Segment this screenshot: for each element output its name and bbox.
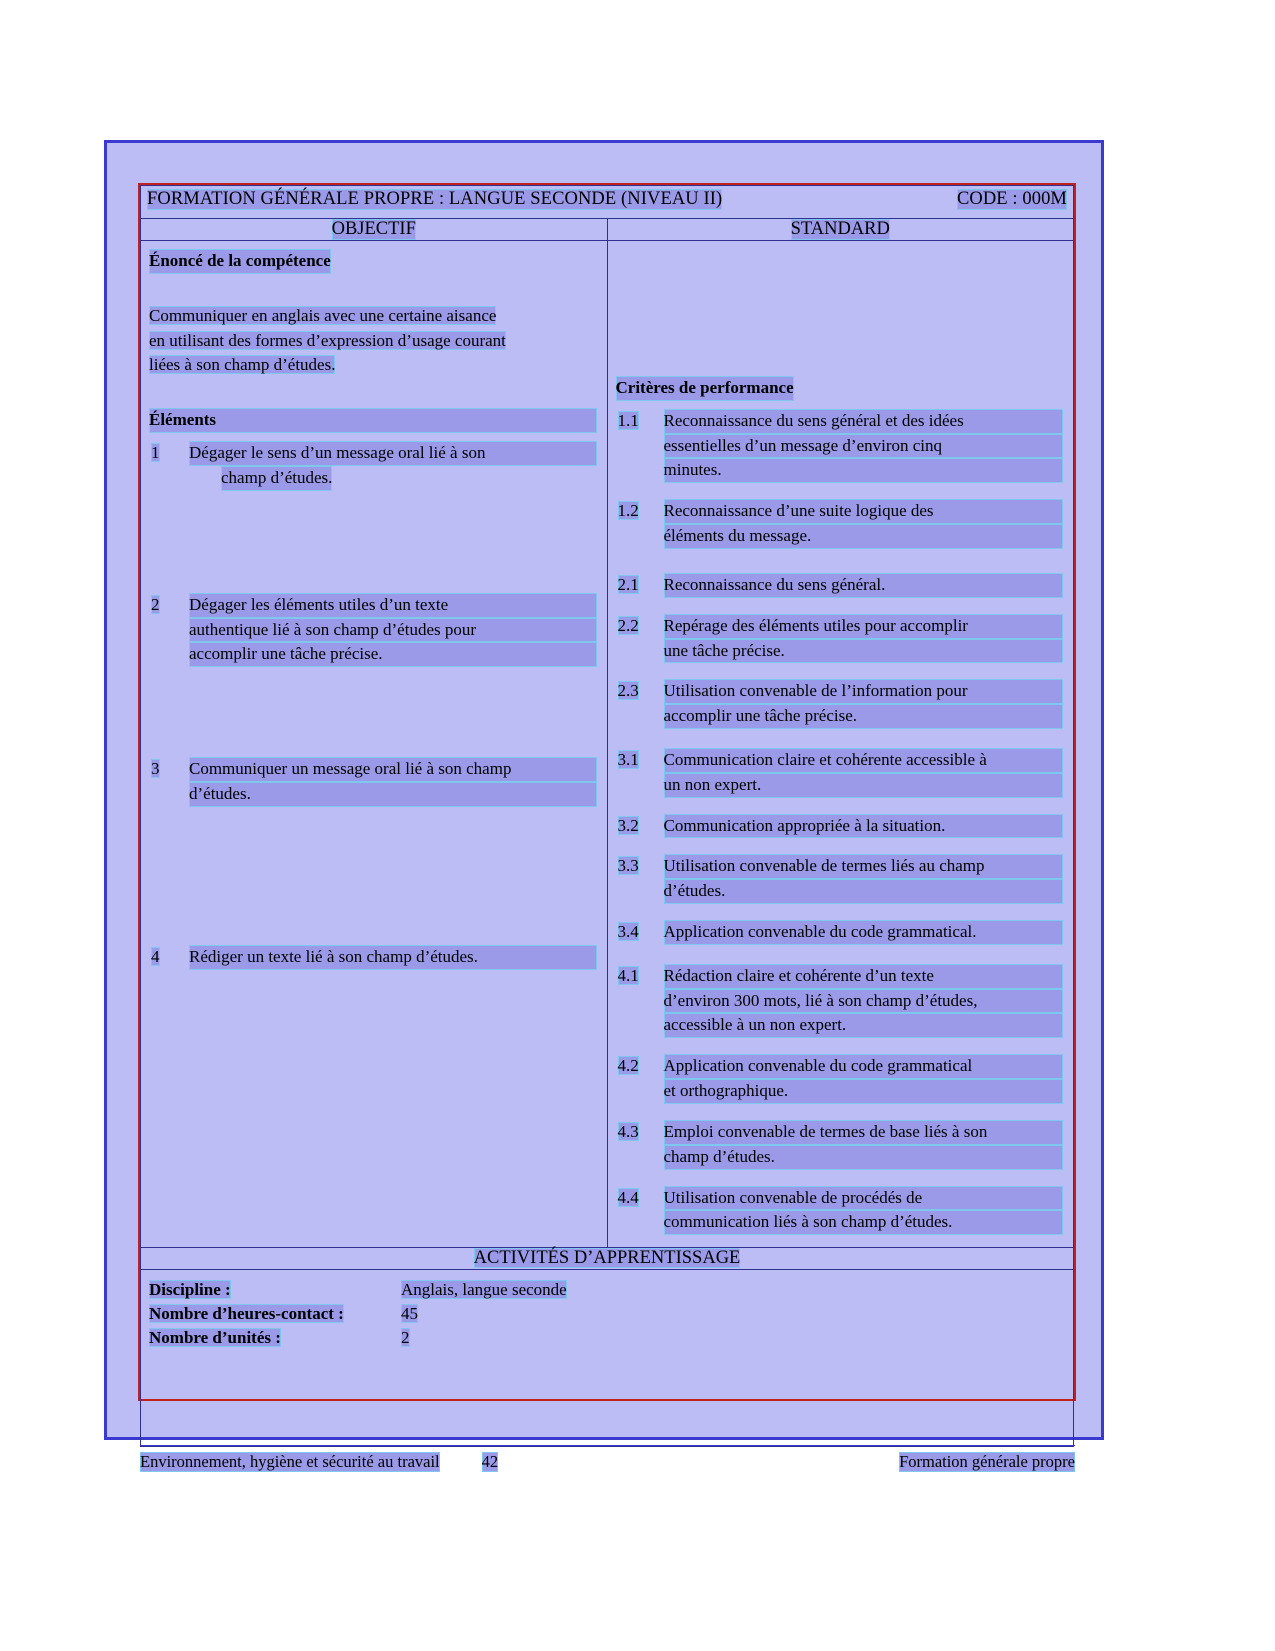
content-row — [141, 241, 1074, 1248]
standard-cell — [607, 241, 1074, 1248]
activities-heading-row — [141, 1248, 1074, 1270]
field-row-units — [149, 1326, 1065, 1350]
elements-subheading-wrap — [149, 408, 597, 433]
footer-divider — [140, 1445, 1075, 1446]
footer-left-text: Environnement, hygiène et sécurité au travail — [140, 1452, 440, 1471]
page-footer — [140, 1452, 1075, 1472]
activities-fields-row — [141, 1270, 1074, 1447]
critere-item: 2.2 Repérage des éléments utiles pour accomplir une tâche précise. — [616, 614, 1064, 664]
competence-line-3: liées à son champ d’études. — [149, 355, 336, 375]
critere-item: 4.1 Rédaction claire et cohérente d’un texte d’environ 300 mots, lié à son champ d’études, accessible à un non expert. — [616, 964, 1064, 1038]
critere-item: 4.4 Utilisation convenable de procédés de communication liés à son champ d’études. — [616, 1186, 1064, 1236]
field-row-hours — [149, 1302, 1065, 1326]
document-code: CODE : 000M — [956, 189, 1067, 209]
activities-fields-cell — [141, 1270, 1074, 1447]
table-header-row — [141, 186, 1074, 219]
critere-item: 3.1 Communication claire et cohérente accessible à un non expert. — [616, 748, 1064, 798]
objectif-heading: OBJECTIF — [331, 219, 416, 239]
units-label: Nombre d’unités : — [149, 1328, 281, 1348]
competence-table — [140, 185, 1074, 1447]
hours-value: 45 — [401, 1304, 418, 1324]
critere-item: 4.3 Emploi convenable de termes de base liés à son champ d’études. — [616, 1120, 1064, 1170]
criteres-block — [608, 241, 1074, 1247]
element-item: 1 Dégager le sens d’un message oral lié à son champ d’études. — [149, 441, 597, 491]
activities-fields — [141, 1270, 1073, 1446]
objectif-heading-cell — [141, 219, 608, 241]
discipline-value: Anglais, langue seconde — [401, 1280, 567, 1300]
critere-item: 2.1 Reconnaissance du sens général. — [616, 573, 1064, 598]
footer-page-number: 42 — [481, 1452, 499, 1471]
field-row-discipline — [149, 1278, 1065, 1302]
activities-heading: ACTIVITÉS D’APPRENTISSAGE — [473, 1248, 741, 1269]
standard-heading-cell — [607, 219, 1074, 241]
hours-label: Nombre d’heures-contact : — [149, 1304, 344, 1324]
element-item: 2 Dégager les éléments utiles d’un texte authentique lié à son champ d’études pour accomplir une tâche précise. — [149, 593, 597, 667]
element-item: 4 Rédiger un texte lié à son champ d’études. — [149, 945, 597, 970]
critere-item: 4.2 Application convenable du code grammatical et orthographique. — [616, 1054, 1064, 1104]
element-item: 3 Communiquer un message oral lié à son champ d’études. — [149, 757, 597, 807]
footer-right-text: Formation générale propre — [899, 1452, 1075, 1471]
criteres-subheading: Critères de performance — [616, 376, 794, 401]
competence-line-1: Communiquer en anglais avec une certaine aisance — [149, 305, 497, 325]
standard-heading: STANDARD — [790, 219, 890, 239]
column-heading-row — [141, 219, 1074, 241]
activities-heading-cell — [141, 1248, 1074, 1270]
objectif-cell — [141, 241, 608, 1248]
critere-item: 3.4 Application convenable du code grammatical. — [616, 920, 1064, 945]
document-page — [104, 140, 1104, 1440]
critere-item: 3.3 Utilisation convenable de termes liés au champ d’études. — [616, 854, 1064, 904]
document-frame — [138, 183, 1076, 1401]
elements-subheading: Éléments — [149, 408, 597, 433]
critere-item: 1.1 Reconnaissance du sens général et des idées essentielles d’un message d’environ cinq minutes. — [616, 409, 1064, 483]
criteres-subheading-wrap — [616, 376, 1064, 401]
competence-heading: Énoncé de la compétence — [149, 249, 331, 274]
document-title: FORMATION GÉNÉRALE PROPRE : LANGUE SECONDE (NIVEAU II) — [147, 189, 723, 209]
units-value: 2 — [401, 1328, 410, 1348]
header-cell — [141, 186, 1074, 219]
critere-item: 1.2 Reconnaissance d’une suite logique des éléments du message. — [616, 499, 1064, 549]
critere-item: 3.2 Communication appropriée à la situation. — [616, 814, 1064, 839]
discipline-label: Discipline : — [149, 1280, 231, 1300]
competence-block — [141, 241, 607, 996]
competence-line-2: en utilisant des formes d’expression d’usage courant — [149, 330, 506, 350]
critere-item: 2.3 Utilisation convenable de l’information pour accomplir une tâche précise. — [616, 679, 1064, 729]
